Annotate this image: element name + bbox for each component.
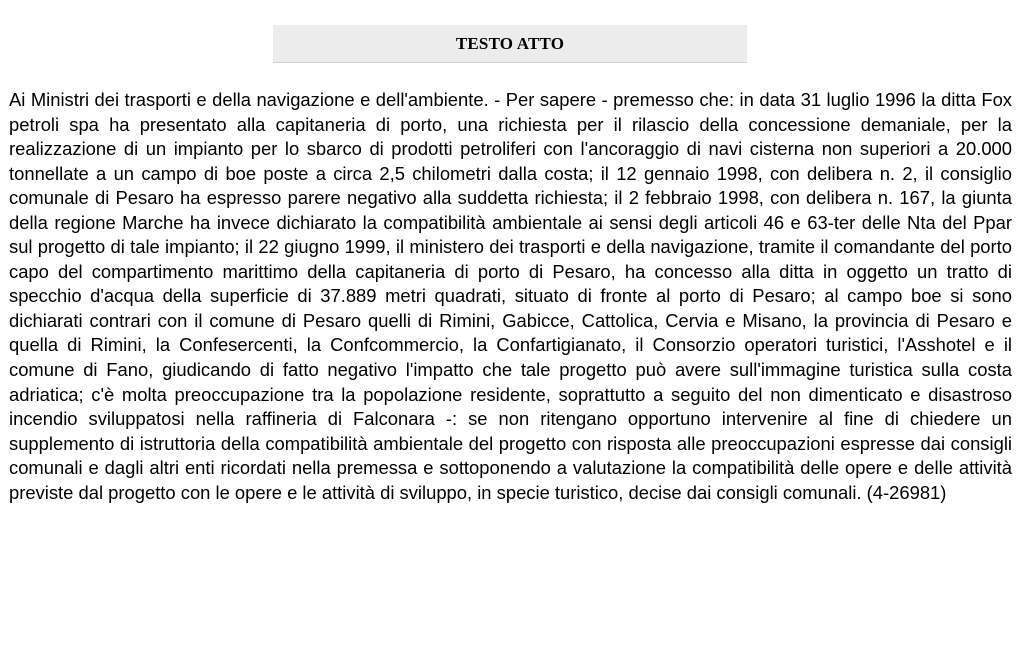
document-body-text: Ai Ministri dei trasporti e della navigazione e dell'ambiente. - Per sapere - premesso che: in data 31 luglio 1996 la ditta Fox petroli spa ha presentato alla capitaneria di porto, una richiesta per il rilascio della concessione demaniale, per la realizzazione di un impianto per lo sbarco di prodotti petroliferi con l'ancoraggio di navi cisterna non superiori a 20.000 tonnellate a un campo di boe poste a circa 2,5 chilometri dalla costa; il 12 gennaio 1998, con delibera n. 2, il consiglio comunale di Pesaro ha espresso parere negativo alla suddetta richiesta; il 2 febbraio 1998, con delibera n. 167, la giunta della regione Marche ha invece dichiarato la compatibilità ambientale ai sensi degli articoli 46 e 63-ter delle Nta del Ppar sul progetto di tale impianto; il 22 giugno 1999, il ministero dei trasporti e della navigazione, tramite il comandante del porto capo del compartimento marittimo della capitaneria di porto di Pesaro, ha concesso alla ditta in oggetto un tratto di specchio d'acqua della superficie di 37.889 metri quadrati, situato di fronte al porto di Pesaro; al campo boe si sono dichiarati contrari con il comune di Pesaro quelli di Rimini, Gabicce, Cattolica, Cervia e Misano, la provincia di Pesaro e quella di Rimini, la Confesercenti, la Confcommercio, la Confartigianato, il Consorzio operatori turistici, l'Asshotel e il comune di Fano, giudicando di fatto negativo l'impatto che tale progetto può avere sull'immagine turistica sulla costa adriatica; c'è molta preoccupazione tra la popolazione residente, soprattutto a seguito del non dimenticato e disastroso incendio sviluppatosi nella raffineria di Falconara -: se non ritengano opportuno intervenire al fine di chiedere un supplemento di istruttoria della compatibilità ambientale del progetto con risposta alle preoccupazioni espresse dai consigli comunali e dagli altri enti ricordati nella premessa e sottoponendo a valutazione la compatibilità delle opere e delle attività previste dal progetto con le opere e le attività di sviluppo, in specie turistico, decise dai consigli comunali. (4-26981) xyxy=(9,89,1012,503)
document-title: TESTO ATTO xyxy=(455,33,565,53)
title-bar xyxy=(273,25,747,63)
